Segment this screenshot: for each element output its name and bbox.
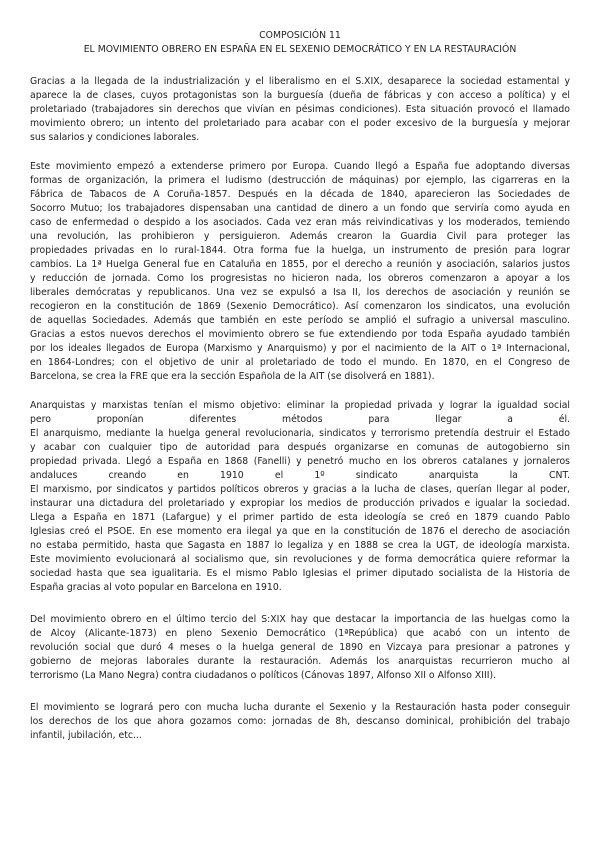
text-line: Gracias a la llegada de la industrialización y el liberalismo en el S.XIX, desaparece la sociedad estamental y — [30, 76, 570, 87]
text-line: caso de enfermedad o despido a los asociados. Cada vez eran más reivindicativas y los moderados, temiendo — [30, 217, 570, 228]
text-line: movimiento obrero; un intento del proletariado para acabar con el poder excesivo de la burguesía y mejorar — [30, 118, 570, 129]
text-line: revolución social que duró 4 meses o la huelga general de 1890 en Vizcaya para presionar a patrones y — [30, 642, 570, 653]
paragraph-strikes — [30, 613, 570, 683]
text-line: Gracias a estos nuevos derechos el movimiento obrero se fue extendiendo por toda España ayudado también — [30, 329, 570, 340]
title-line-topic: EL MOVIMIENTO OBRERO EN ESPAÑA EN EL SEXENIO DEMOCRÁTICO Y EN LA RESTAURACIÓN — [83, 44, 517, 55]
text-line: Este movimiento evolucionará al socialismo que, sin revoluciones y de forma democrática quiere reformar la — [30, 554, 570, 565]
text-line: de Alcoy (Alicante-1873) en pleno Sexenio Democrático (1ªRepública) que acabó con un intento de — [30, 628, 570, 639]
text-line: los derechos de los que ahora gozamos como: jornadas de 8h, descanso dominical, prohibición del trabajo — [30, 716, 570, 727]
text-line: no estaba permitido, hasta que Sagasta en 1887 lo legaliza y en 1888 se crea la UGT, de ideología marxista. — [30, 540, 570, 551]
document-page — [30, 0, 570, 848]
text-line: liberales demócratas y republicanos. Una vez se expulsó a Isa II, los derechos de asociación y reunión se — [30, 287, 570, 298]
text-line: instaurar una dictadura del proletariado y expropiar los medios de producción privados e igualar la sociedad. — [30, 498, 570, 509]
paragraph-introduction — [30, 75, 570, 145]
paragraph-conclusion — [30, 701, 570, 743]
text-line: de aquellas Sociedades. Además que también en este período se amplió el sufragio a universal masculino. — [30, 315, 570, 326]
text-line: aparece la de clases, cuyos protagonistas son la burguesía (dueña de fábricas y con acceso a política) y el — [30, 90, 570, 101]
text-line: proletariado (trabajadores sin derechos que vivían en pésimas condiciones). Esta situación provocó el llamado — [30, 104, 570, 115]
text-line: andaluces creando en 1910 el 1º sindicato anarquista la CNT. — [30, 470, 570, 481]
text-line: El anarquismo, mediante la huelga general revolucionaria, sindicatos y terrorismo pretendía destruir el Estado — [30, 428, 570, 439]
text-line: terrorismo (La Mano Negra) contra ciudadanos o políticos (Cánovas 1897, Alfonso XII o Alfonso XIII). — [30, 670, 497, 681]
text-line: y reducción de jornada. Como los progresistas no hicieron nada, los obreros comenzaron a apoyar a los — [30, 273, 570, 284]
text-line: formas de organización, la primera el ludismo (destrucción de máquinas) por ejemplo, las cigarreras en la — [30, 175, 570, 186]
title-line-composition: COMPOSICIÓN 11 — [259, 30, 341, 41]
text-line: Iglesias creó el PSOE. En ese momento era ilegal ya que en la constitución de 1876 el derecho de asociación — [30, 526, 570, 537]
text-line: Del movimiento obrero en el último tercio del S:XIX hay que destacar la importancia de las huelgas como la — [30, 614, 570, 625]
text-line: Este movimiento empezó a extenderse primero por Europa. Cuando llegó a España fue adoptando diversas — [30, 161, 570, 172]
text-line: sus salarios y condiciones laborales. — [30, 132, 200, 143]
text-line: por los ideales llegados de Europa (Marxismo y Anarquismo) y por el nacimiento de la AIT o 1ª Internacional, — [30, 343, 570, 354]
text-line: una revolución, las prohibieron y persiguieron. Además crearon la Guardia Civil para proteger las — [30, 231, 570, 242]
text-line: propiedad privada. Llegó a España en 1868 (Fanelli) y penetró mucho en los obreros catalanes y jornaleros — [30, 456, 570, 467]
text-line: pero proponían diferentes métodos para llegar a él. — [30, 414, 570, 425]
text-line: El movimiento se logrará pero con mucha lucha durante el Sexenio y la Restauración hasta poder conseguir — [30, 702, 570, 713]
text-line: infantil, jubilación, etc... — [30, 730, 142, 741]
text-line: Barcelona, se crea la FRE que era la sección Española de la AIT (se disolverá en 1881). — [30, 371, 435, 382]
text-line: Socorro Mutuo; los trabajadores dispensaban una cantidad de dinero a un fondo que serviría como ayuda en — [30, 203, 570, 214]
paragraph-ideologies — [30, 399, 570, 595]
text-line: recogieron en la constitución de 1869 (Sexenio Democrático). Así comenzaron los sindicatos, una evolución — [30, 301, 570, 312]
text-line: y acabar con cualquier tipo de autoridad para después organizarse en comunas de autogobierno sin — [30, 442, 570, 453]
text-line: España gracias al voto popular en Barcelona en 1910. — [30, 582, 282, 593]
paragraph-origins — [30, 160, 570, 384]
text-line: Llega a España en 1871 (Lafargue) y el primer partido de esta ideología se creó en 1879 cuando Pablo — [30, 512, 570, 523]
document-title — [30, 29, 570, 57]
text-line: Anarquistas y marxistas tenían el mismo objetivo: eliminar la propiedad privada y lograr la igualdad social — [30, 400, 570, 411]
text-line: El marxismo, por sindicatos y partidos políticos obreros y gracias a la lucha de clases, querían llegar al poder, — [30, 484, 570, 495]
text-line: en 1864-Londres; con el objetivo de unir al proletariado de todo el mundo. En 1870, en el Congreso de — [30, 357, 570, 368]
text-line: Fábrica de Tabacos de A Coruña-1857. Después en la década de 1840, aparecieron las Sociedades de — [30, 189, 570, 200]
text-line: propiedades privadas en lo rural-1844. Otra forma fue la huelga, un instrumento de presión para lograr — [30, 245, 570, 256]
text-line: sociedad hasta que sea igualitaria. Es el mismo Pablo Iglesias el primer diputado socialista de la Historia de — [30, 568, 570, 579]
text-line: gobierno de mejoras laborales durante la restauración. Además los anarquistas recurrieron mucho al — [30, 656, 570, 667]
text-line: cambios. La 1ª Huelga General fue en Cataluña en 1855, por el derecho a reunión y asociación, salarios justos — [30, 259, 570, 270]
